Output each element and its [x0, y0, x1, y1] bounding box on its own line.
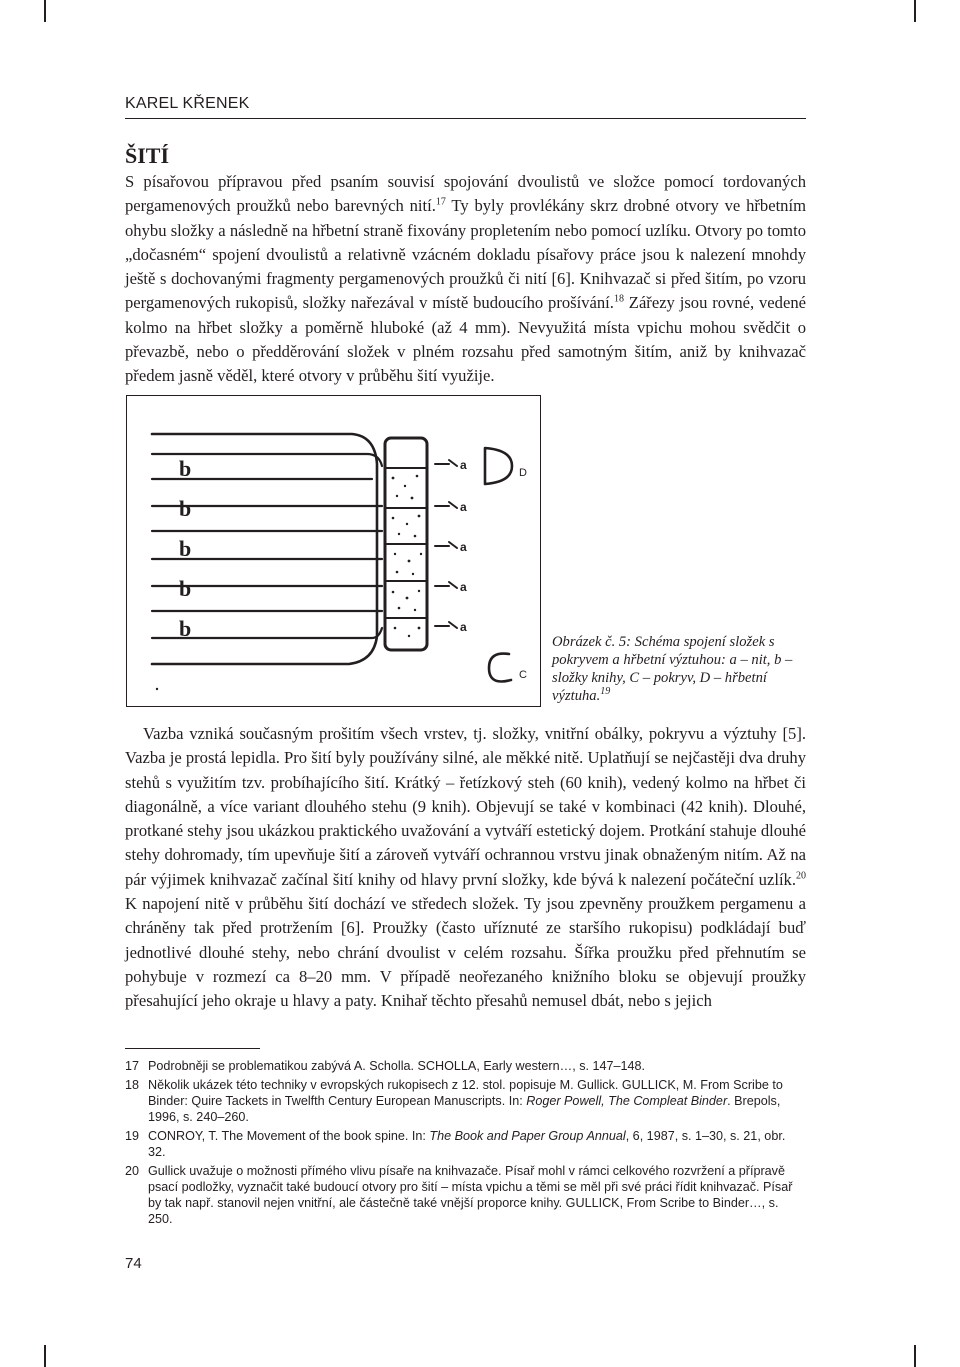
running-head: KAREL KŘENEK: [125, 95, 250, 112]
footnote-ref-18[interactable]: 18: [613, 293, 624, 305]
label-a-3: a: [460, 540, 467, 554]
footnote-ref-19[interactable]: 19: [600, 686, 611, 698]
footnote-number: 18: [125, 1078, 140, 1092]
section-title: ŠITÍ: [125, 143, 170, 168]
label-a-2: a: [460, 500, 467, 514]
footnote-number: 17: [125, 1059, 140, 1073]
paragraph-2: Vazba vzniká současným prošitím všech vrstev, tj. složky, vnitřní obálky, pokryvu a výztuhy [5]. Vazba je prostá lepidla. Pro šití byly používány silné, ale měkké nitě. Uplatňují se nejčastěji dva druhy stehů s využitím tzv. probíhajícího šití. Krátký – řetízkový steh (60 knih), vedený kolmo na hřbet či diagonálně, a více variant dlouhého stehu (9 knih). Objevují se také v kombinaci (42 knih). Dlouhé, protkané stehy jsou ukázkou praktického uvažování a vytváří estetický dojem. Protkání stahuje dlouhé stehy dohromady, tím upevňuje šití a zároveň vytváří ochrannou vrstvu jinak obnaženým nitím. Až na pár výjimek knihvazač začínal šití knihy od hlavy první složky, kde bývá k nalezení počáteční uzlík.$^{20}$ K napojení nitě v průběhu šití dochází ve středech složek. Ty jsou zpevněny proužkem pergamenu a chráněny tak před protržením [6]. Proužky (často uříznuté ze staršího rukopisu) podkládají buď jednotlivé dlouhé stehy, nebo chrání dvoulist v celém rozsahu. Šířka proužku před přehnutím se pohybuje v rozmezí ca 8–20 mm. V případě neořezaného knižního bloku se objevují proužky přesahující jeho okraje u hlavy a paty. Knihař těchto přesahů nemusel dbát, nebo s jejich: [125, 724, 806, 1011]
label-a-1: a: [460, 458, 467, 472]
figure-caption: Obrázek č. 5: Schéma spojení složek s pokryvem a hřbetní výztuhou: a – nit, b – složky knihy, C – pokryv, D – hřbetní výztuha.$^{19}$: [552, 634, 793, 704]
footnote-19: [125, 1128, 806, 1160]
label-d: D: [519, 467, 527, 479]
footnote-text: Gullick uvažuje o možnosti přímého vlivu písaře na knihvazače. Písař mohl v rámci celkového rozvržení a přípravě psací podložky, vyznačit také budoucí otvory pro šití – místa vpichu a těmi se měl při své práci řídit knihvazač. Písař by tak např. stanovil nejen vnitřní, ale částečně také vnější proporce knihy. GULLICK, From Scribe to Binder…, s. 250.: [148, 1164, 793, 1226]
crop-mark-top-right: [914, 0, 916, 22]
footnote-text: Několik ukázek této techniky v evropských rukopisech z 12. stol. popisuje M. Gullick. GULLICK, M. From Scribe to Binder: Quire Tackets in Twelfth Century European Manuscripts. In: Roger Powell, The Compleat Binder. Brepols, 1996, s. 240–260.: [148, 1078, 783, 1124]
footnote-17: [125, 1058, 806, 1074]
footnote-text: CONROY, T. The Movement of the book spine. In: The Book and Paper Group Annual, 6, 1987, s. 1–30, s. 21, obr. 32.: [148, 1129, 786, 1159]
footnotes: [125, 1058, 806, 1230]
footnote-ref-20[interactable]: 20: [796, 870, 806, 882]
label-b-2: b: [179, 496, 192, 521]
label-a-4: a: [460, 580, 467, 594]
paragraph-1: S písařovou přípravou před psaním souvisí spojování dvoulistů ve složce pomocí tordovaných pergamenových proužků nebo barevných nití.$^{17}$ Ty byly provlékány skrz drobné otvory ve hřbetním ohybu složky a následně na hřbetní straně fixovány propletením nebo pomocí uzlíku. Otvory po tomto „dočasném“ spojení dvoulistů a relativně vzácném dokladu písařovy práce jsou k nalezení mnohdy ještě s dochovanými fragmenty pergamenových proužků či nití [6]. Knihvazač si před šitím, po vzoru pergamenových rukopisů, složky nařezával v místě budoucího prošívání.$^{18}$ Zářezy jsou rovné, vedené kolmo na hřbet složky a poměrně hluboké (až 4 mm). Nevyužitá místa vpichu mohou svědčit o převazbě, nebo o předděrování složek v plném rozsahu před samotným šitím, aniž by knihvazač předem jasně věděl, které otvory v průběhu šití využije.: [125, 172, 806, 386]
sewing-diagram-drawing: [127, 396, 539, 705]
crop-mark-top-left: [44, 0, 46, 22]
figure-sewing-diagram: [126, 395, 541, 707]
crop-mark-bottom-right: [914, 1345, 916, 1367]
footnote-number: 19: [125, 1129, 140, 1143]
label-b-1: b: [179, 456, 192, 481]
label-a-5: a: [460, 620, 467, 634]
label-c: C: [519, 669, 527, 681]
footnote-ref-17[interactable]: 17: [435, 196, 446, 208]
label-b-5: b: [179, 616, 192, 641]
crop-mark-bottom-left: [44, 1345, 46, 1367]
label-b-3: b: [179, 536, 192, 561]
page-number: 74: [125, 1255, 142, 1272]
footnote-20: [125, 1163, 806, 1227]
footnote-18: [125, 1077, 806, 1125]
footnote-text: Podrobněji se problematikou zabývá A. Scholla. SCHOLLA, Early western…, s. 147–148.: [148, 1059, 646, 1073]
footnote-rule: [125, 1048, 260, 1049]
label-b-4: b: [179, 576, 192, 601]
footnote-number: 20: [125, 1164, 140, 1178]
header-rule: [125, 118, 806, 119]
